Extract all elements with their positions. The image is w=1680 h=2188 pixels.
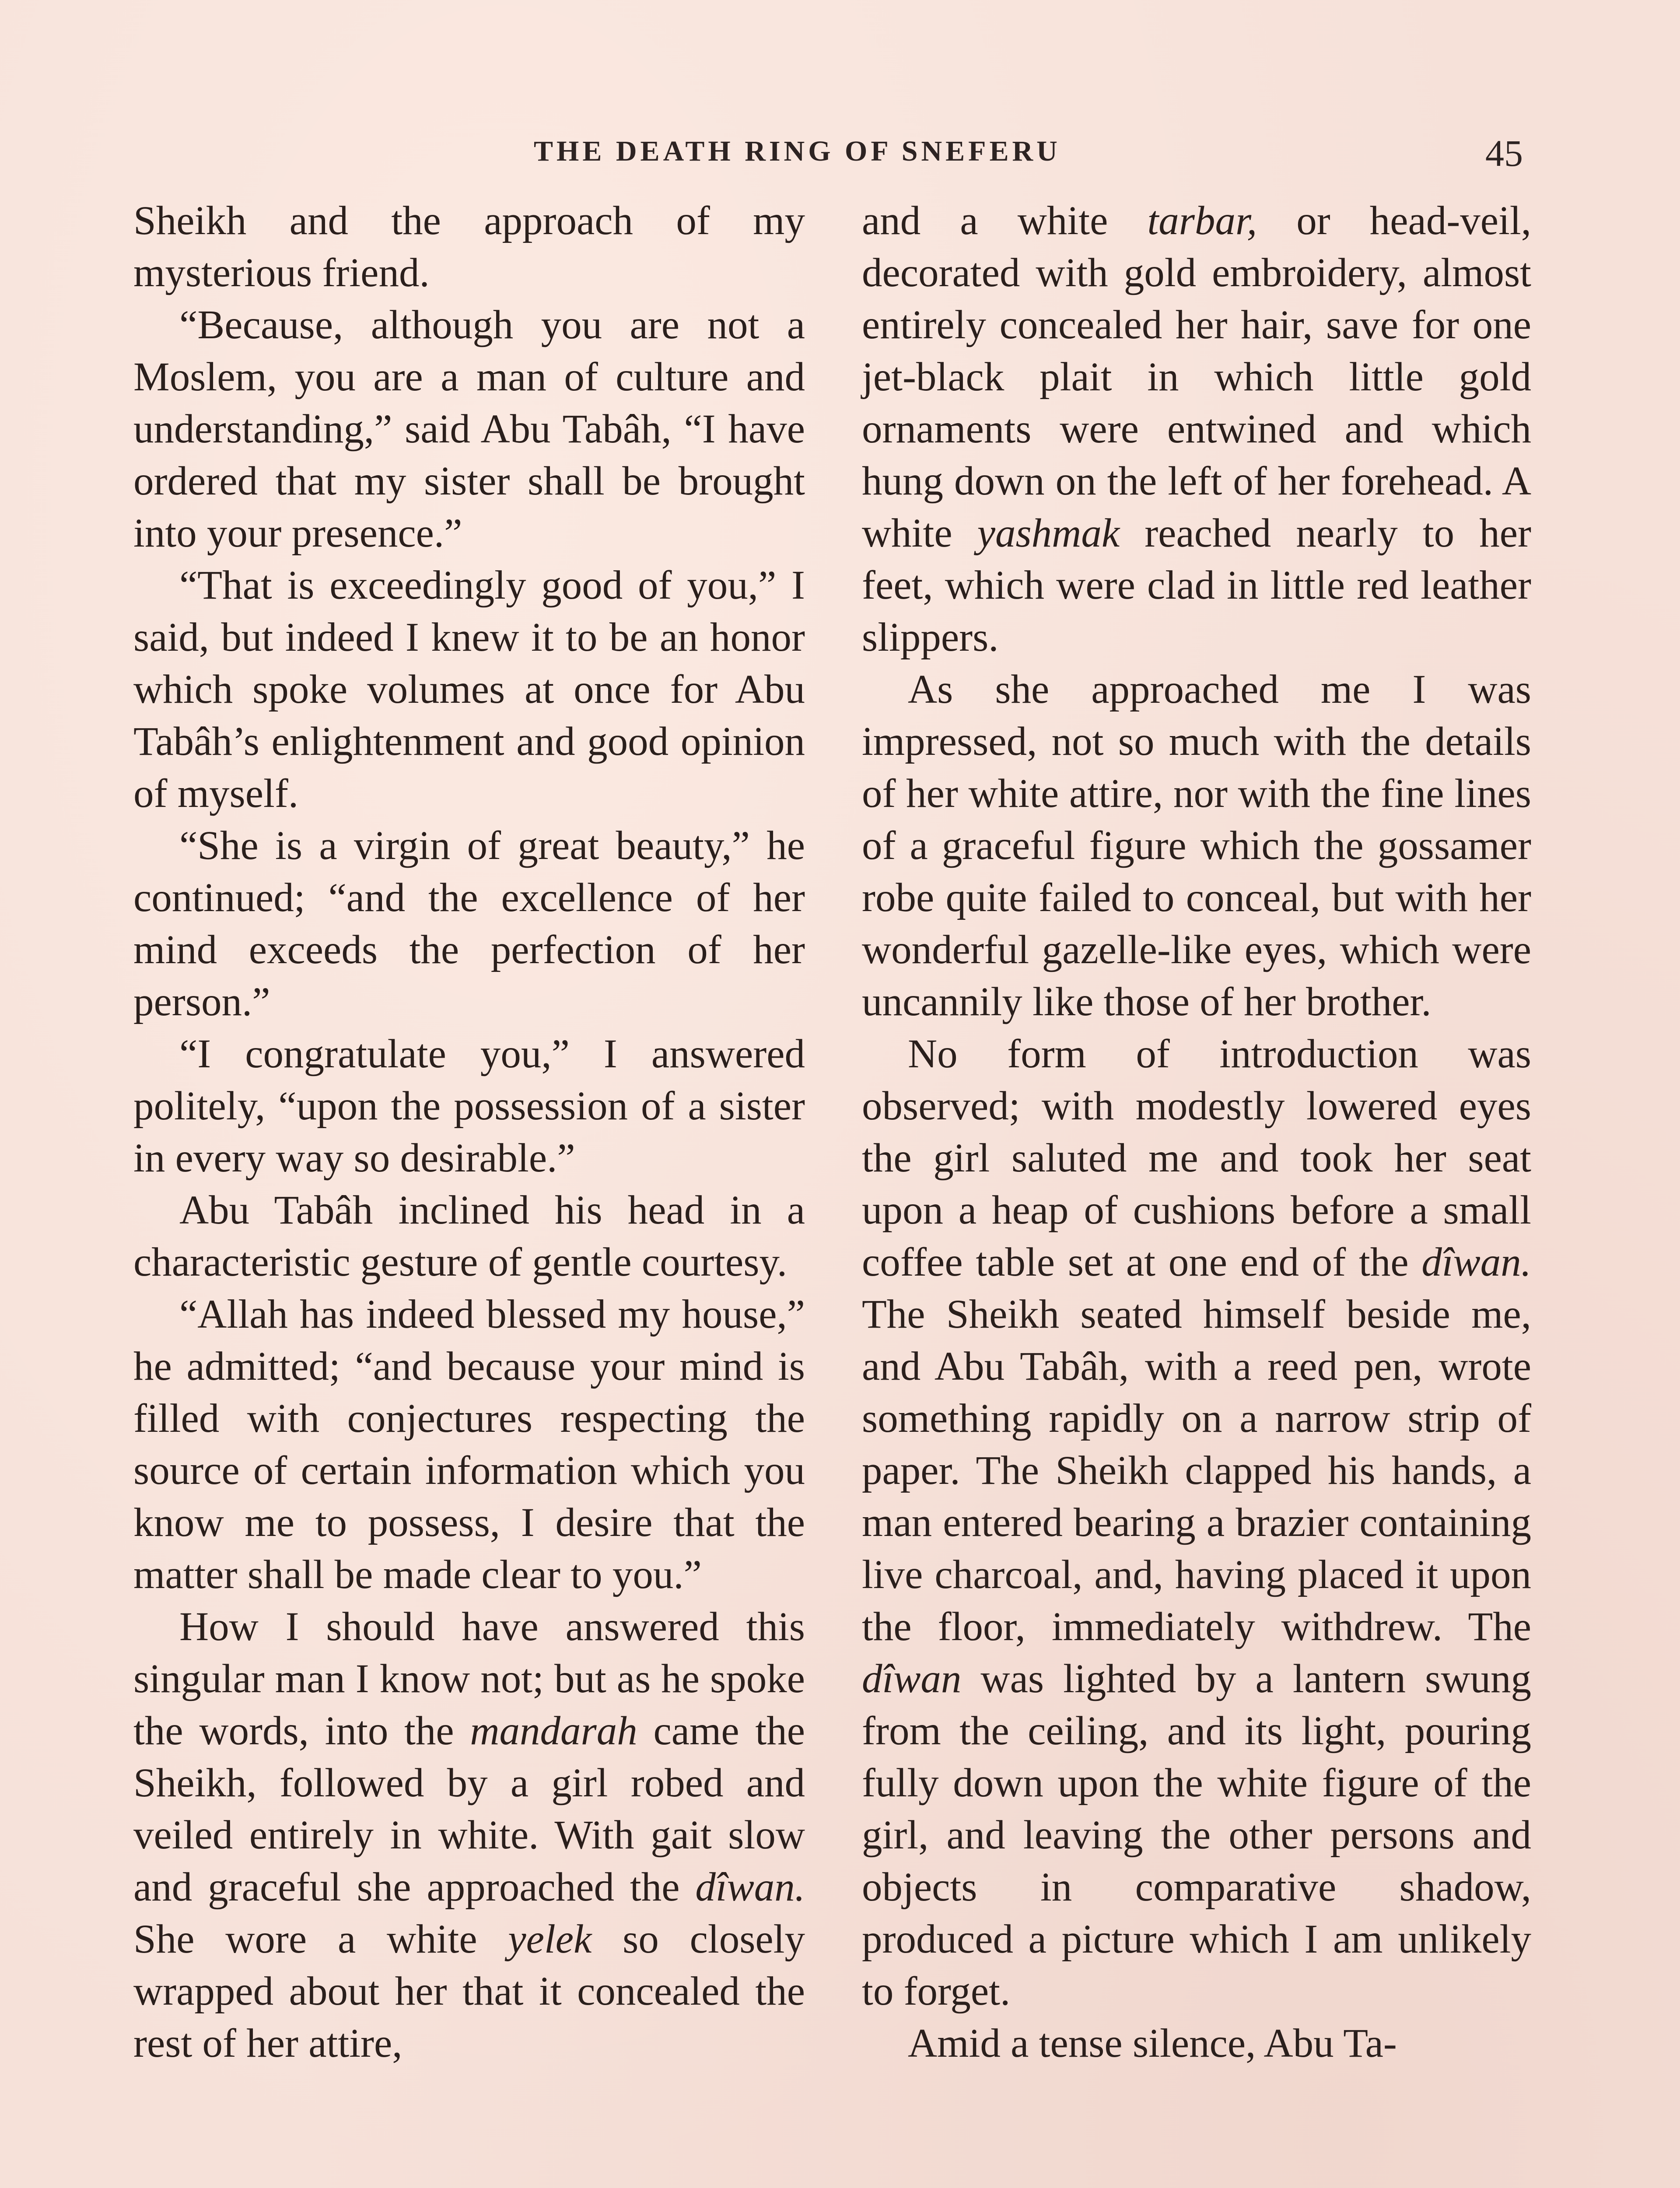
page-number: 45 bbox=[1485, 132, 1523, 174]
text-run: She wore a white bbox=[133, 1917, 508, 1962]
paragraph: “Allah has indeed blessed my house,” he admitted; “and because your mind is filled with conjectures respecting the source of certain information which you know me to possess, I desire that the matter shall be made clear to you.” bbox=[133, 1292, 805, 1597]
italic-word: mandarah bbox=[470, 1708, 637, 1753]
paragraph: Abu Tabâh inclined his head in a characteristic gesture of gentle courtesy. bbox=[133, 1188, 805, 1285]
italic-word: yelek bbox=[508, 1917, 592, 1962]
italic-word: yashmak bbox=[977, 511, 1120, 556]
italic-word: tarbar, bbox=[1147, 198, 1257, 243]
italic-word: dîwan. bbox=[1421, 1240, 1531, 1285]
italic-word: dîwan bbox=[862, 1656, 962, 1701]
text-run: and a white bbox=[862, 198, 1148, 243]
paragraph: “That is exceedingly good of you,” I said, but indeed I knew it to be an honor which spoke volumes at once for Abu Tabâh’s enlightenment and good opinion of myself. bbox=[133, 563, 805, 816]
running-title: THE DEATH RING OF SNEFERU bbox=[534, 135, 1061, 167]
text-run: so closely wrapped about her that it concealed the rest of her attire, bbox=[133, 1917, 805, 2066]
paragraph: Amid a tense silence, Abu Ta- bbox=[908, 2021, 1397, 2066]
paragraph: “I congratulate you,” I answered politely, “upon the possession of a sister in every way so desirable.” bbox=[133, 1031, 805, 1181]
left-column bbox=[133, 195, 805, 2069]
text-run: The Sheikh seated himself beside me, and Abu Tabâh, with a reed pen, wrote something rapidly on a narrow strip of paper. The Sheikh clapped his hands, a man entered bearing a brazier containing live charcoal, and, having placed it upon the floor, immediately withdrew. The bbox=[862, 1292, 1531, 1649]
text-run: was lighted by a lantern swung from the ceiling, and its light, pouring fully down upon the white figure of the girl, and leaving the other persons and objects in comparative shadow, produced a picture which I am unlikely to forget. bbox=[862, 1656, 1531, 2014]
paragraph: As she approached me I was impressed, not so much with the details of her white attire, nor with the fine lines of a graceful figure which the gossamer robe quite failed to conceal, but with her wonderful gazelle-like eyes, which were uncannily like those of her brother. bbox=[862, 667, 1531, 1024]
text-run: reached nearly to her feet, which were clad in little red leather slippers. bbox=[862, 511, 1531, 660]
paragraph bbox=[862, 195, 1531, 663]
text-run: came the Sheikh, followed by a girl robed and veiled entirely in white. With gait slow and graceful she approached the bbox=[133, 1708, 805, 1910]
text-run: or head-veil, decorated with gold embroidery, almost entirely concealed her hair, save for one jet-black plait in which little gold ornaments were entwined and which hung down on the left of her forehead. A white bbox=[862, 198, 1532, 556]
text-run: How I should have answered this singular man I know not; but as he spoke the words, into the bbox=[133, 1604, 805, 1753]
paragraph: Sheikh and the approach of my mysterious friend. bbox=[133, 198, 805, 295]
paragraph: “Because, although you are not a Moslem, you are a man of culture and understanding,” said Abu Tabâh, “I have ordered that my sister shall be brought into your presence.” bbox=[133, 302, 805, 556]
running-head bbox=[0, 131, 1680, 184]
text-run: No form of introduction was observed; with modestly lowered eyes the girl saluted me and took her seat upon a heap of cushions before a small coffee table set at one end of the bbox=[862, 1031, 1531, 1285]
paragraph bbox=[862, 1028, 1531, 2017]
paragraph bbox=[133, 1601, 805, 2069]
right-column bbox=[862, 195, 1531, 2069]
paragraph: “She is a virgin of great beauty,” he continued; “and the excellence of her mind exceeds the perfection of her person.” bbox=[133, 823, 805, 1024]
italic-word: dîwan. bbox=[695, 1865, 805, 1910]
